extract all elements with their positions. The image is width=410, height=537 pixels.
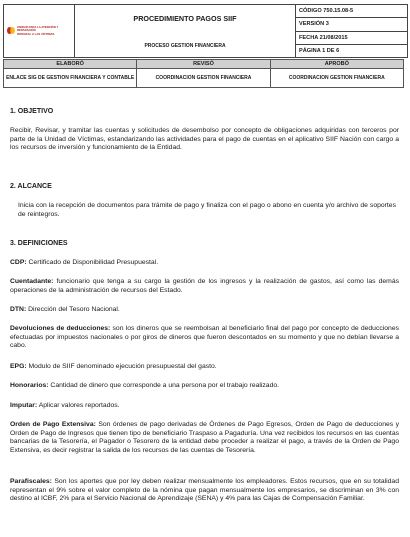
logo-cell — [4, 5, 75, 58]
definition-orden-pago-extensiva: Orden de Pago Extensiva: Son órdenes de pago derivadas de Órdenes de Pago Egresos, Orden de Pago de deducciones y Orden de Pago de Ingresos que tienen tipo de beneficiario Traspaso a Pagaduría. Una vez recibidos los recursos en las cuentas bancarias de la Tesorería, el Pagador o Tesorero de la entidad debe proceder a realizar el pago, a través de la Orden de Pago Extensiva, es decir registrar la salida de los recursos de las cuentas de Tesorería. — [10, 421, 399, 454]
logo-mark-icon — [7, 26, 15, 35]
elaboro-header: ELABORÓ — [4, 60, 137, 69]
section-definiciones-title: 3. DEFINICIONES — [10, 240, 68, 247]
definition-cdp: CDP: Certificado de Disponibilidad Presupuestal. — [10, 259, 159, 266]
definition-dtn: DTN: Dirección del Tesoro Nacional. — [10, 306, 120, 313]
reviso-value: COORDINACION GESTION FINANCIERA — [137, 69, 270, 88]
approval-table — [3, 59, 404, 88]
aprobo-value: COORDINACION GESTION FINANCIERA — [270, 69, 403, 88]
objetivo-text: Recibir, Revisar, y tramitar las cuentas y solicitudes de desembolso por concepto de obligaciones adquiridas con terceros por parte de la Unidad de Víctimas, estandarizando las actividades para el pago de cuentas en el aplicativo SIIF Nación con cargo a los recursos de inversión y funcionamiento de la Entidad. — [10, 127, 399, 152]
definition-parafiscales: Parafiscales: Son los aportes que por ley deben realizar mensualmente los empleadores. Estos recursos, que en su totalidad representan el 9% sobre el valor completo de la nómina que pagan mensualmente los empresarios, se discriminan en 3% con destino al ICBF, 2% para el Servicio Nacional de Aprendizaje (SENA) y 4% para las Cajas de Compensación Familiar. — [10, 478, 399, 503]
document-header-table — [3, 4, 408, 58]
institution-logo — [7, 26, 71, 36]
elaboro-value: ENLACE SIG DE GESTION FINANCIERA Y CONTABLE — [4, 69, 137, 88]
definition-imputar: Imputar: Aplicar valores reportados. — [10, 402, 120, 409]
section-objetivo-title: 1. OBJETIVO — [10, 108, 54, 115]
definition-epg: EPG: Modulo de SIIF denominado ejecución presupuestal del gasto. — [10, 363, 217, 370]
reviso-header: REVISÓ — [137, 60, 270, 69]
title-cell — [75, 5, 296, 58]
page-field: PÁGINA 1 DE 6 — [296, 44, 408, 57]
definition-cuentadante: Cuentadante: funcionario que tenga a su cargo la gestión de los ingresos y la realización de gastos, así como las demás operaciones de la administración de recursos del Estado. — [10, 278, 399, 294]
version-field: VERSIÓN 3 — [296, 18, 408, 31]
definition-devoluciones: Devoluciones de deducciones: son los dineros que se reembolsan al beneficiario final del pago por concepto de deducciones efectuadas por impuestos nacionales o por giros de dineros que fueron descontados en su momento y que no debían llevarse a cabo. — [10, 325, 400, 350]
procedure-title: PROCEDIMIENTO PAGOS SIIF — [133, 13, 237, 23]
logo-text: UNIDAD PARA LA ATENCIÓN Y REPARACIÓN INTEGRAL A LAS VÍCTIMAS — [17, 25, 59, 36]
date-field: FECHA 21/08/2015 — [296, 31, 408, 44]
section-alcance-title: 2. ALCANCE — [10, 183, 52, 190]
definition-honorarios: Honorarios: Cantidad de dinero que corresponde a una persona por el trabajo realizado. — [10, 382, 280, 389]
aprobo-header: APROBÓ — [270, 60, 403, 69]
code-field: CÓDIGO 750.15.08-5 — [296, 5, 408, 18]
alcance-text: Inicia con la recepción de documentos para trámite de pago y finaliza con el pago o abono en cuenta y/o archivo de soportes de reintegros. — [18, 202, 396, 218]
process-name: PROCESO GESTION FINANCIERA — [144, 42, 226, 49]
